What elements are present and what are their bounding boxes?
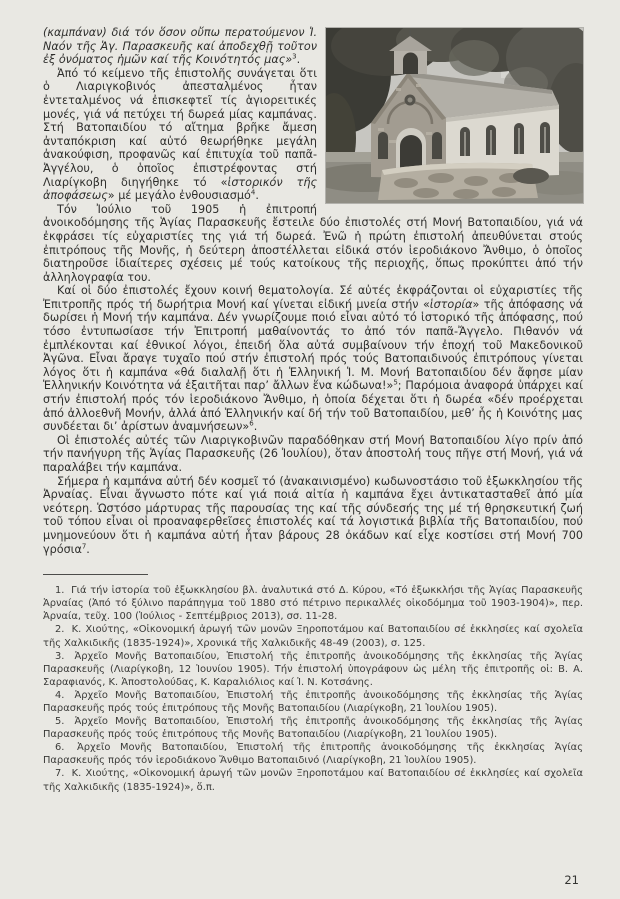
footnote-number: 1. <box>55 585 65 597</box>
footnote-item <box>43 650 583 689</box>
paragraph: Ἀπό τό κείμενο τῆς ἐπιστολῆς συνάγεται ὅτι ὁ Λιαριγκοβινός ἀπεσταλμένος ἦταν ἐντεταλμένος νά ἐπισκεφτεῖ τίς ἁγιορειτικές μονές, γιά νά πετύχει τή δωρεά μίας καμπάνας. Στή Βατοπαιδίου τό αἴτημα βρῆκε ἄμεση ἀνταπόκριση καί αὐτό θεωρήθηκε μεγάλη ἀνακούφιση, προφανῶς καί ἐπιτυχία τοῦ παπᾶ-Ἀγγέλου, ὁ ὁποῖος ἐπιστρέφοντας στή Λιαρίγκοβη διηγήθηκε τό «ἱστορικόν τῆς ἀποφάσεως» μέ μεγάλο ἐνθουσιασμό$^4$. <box>43 66 318 203</box>
footnote-text: Ἀρχεῖο Μονῆς Βατοπαιδίου, Ἐπιστολή τῆς ἐπιτροπῆς ἀνοικοδόμησης τῆς ἐκκλησίας τῆς Ἁγίας Παρασκευῆς πρός τούς ἐπιτρόπους τῆς Μονῆς Βατοπαιδίου (Λιαρίγκοβη, 21 Ἰουλίου 1905). <box>43 716 583 741</box>
paragraph: Οἱ ἐπιστολές αὐτές τῶν Λιαριγκοβινῶν παραδόθηκαν στή Μονή Βατοπαιδίου λίγο πρίν ἀπό τήν πανήγυρη τῆς Ἁγίας Παρασκευῆς (26 Ἰουλίου), ὅταν ἀποστολή τους πῆγε στή Μονή, γιά νά παραλάβει τήν καμπάνα. <box>43 433 583 474</box>
footnote-text: Ἀρχεῖο Μονῆς Βατοπαιδίου, Ἐπιστολή τῆς ἐπιτροπῆς ἀνοικοδόμησης τῆς ἐκκλησίας τῆς Ἁγίας Παρασκευῆς (Λιαρίγκοβη, 12 Ἰουνίου 1905). Τήν ἐπιστολή ὑπογράφουν ὡς μέλη τῆς ἐπιτροπῆς οἱ: Β. Α. Σαραφιανός, Κ. Ἀποστολούδας, Κ. Καραλιόλιος καί Ἰ. Ν. Κοτσάνης. <box>43 650 583 688</box>
footnote-text: Ἀρχεῖο Μονῆς Βατοπαιδίου, Ἐπιστολή τῆς ἐπιτροπῆς ἀνοικοδόμησης τῆς ἐκκλησίας τῆς Ἁγίας Παρασκευῆς πρός τούς ἐπιτρόπους τῆς Μονῆς Βατοπαιδίου (Λιαρίγκοβη, 21 Ἰουλίου 1905). <box>43 689 583 714</box>
footnote-number: 4. <box>55 689 65 701</box>
footnote-text: Κ. Χιούτης, «Οἰκονομική ἀρωγή τῶν μονῶν Ξηροποτάμου καί Βατοπαιδίου σέ ἐκκλησίες καί σχολεῖα τῆς Χαλκιδικῆς (1835-1924)», Χρονικά τῆς Χαλκιδικῆς 48-49 (2003), σ. 125. <box>43 624 583 649</box>
paragraph: Τόν Ἰούλιο τοῦ 1905 ἡ ἐπιτροπή ἀνοικοδόμησης τῆς Ἁγίας Παρασκευῆς ἔστειλε δύο ἐπιστολές στή Μονή Βατοπαιδίου, γιά νά ἐκφράσει τίς εὐχαριστίες της γιά τή δωρεά. Ἐνῶ ἡ πρώτη ἐπιστολή ἀπευθύνεται στούς ἐπιτρόπους τῆς Μονῆς, ἡ δεύτερη ἀποστέλλεται εἰδικά στόν ἱεροδιάκονο Ἄνθιμο, ὁ ὁποῖος διατηροῦσε ἰδιαίτερες σχέσεις μέ τούς κατοίκους τῆς περιοχῆς, ὅπως προκύπτει ἀπό τήν ἀλληλογραφία του. <box>43 202 583 284</box>
paragraph: Καί οἱ δύο ἐπιστολές ἔχουν κοινή θεματολογία. Σέ αὐτές ἐκφράζονται οἱ εὐχαριστίες τῆς Ἐπιτροπῆς πρός τή δωρήτρια Μονή καί γίνεται εἰδική μνεία στήν «ἱστορία» τῆς ἀπόφασης νά δωρίσει ἡ Μονή τήν καμπάνα. Δέν γνωρίζουμε ποιό εἶναι αὐτό τό ἱστορικό τῆς ἀπόφασης, πού τόσο ἐντυπωσίασε τήν Ἐπιτροπή μαθαίνοντάς το ἀπό τόν παπᾶ-Ἄγγελο. Πιθανόν νά ἐμπλέκονται καί ἐθνικοί λόγοι, ἐπειδή ὅλα αὐτά συμβαίνουν τήν ἐποχή τοῦ Μακεδονικοῦ Ἀγῶνα. Εἶναι ἄραγε τυχαῖο πού στήν ἐπιστολή πρός τούς Βατοπαιδινούς ἐπιτρόπους γίνεται λόγος ὅτι ἡ καμπάνα «θά διαλαλῇ ὅτι ἡ Ἑλληνική Ἱ. Μ. Μονή Βατοπαιδίου δέν ἄφησε μίαν Ἑλληνικήν Κοινότητα νά ἐξαιτῆται παρ’ ἄλλων ἕνα κώδωνα!»$^5$; Παρόμοια ἀναφορά ὑπάρχει καί στήν ἐπιστολή πρός τόν ἱεροδιάκονο Ἄνθιμο, ἡ ὁποία δέχεται ὅτι ἡ δωρέα «δέν προέρχεται ἀπό ἀλλοεθνῆ Μονήν, ἀλλά ἀπό Ἑλληνικήν καί δή τήν τοῦ Βατοπαιδίου, μεθ’ ἧς ἡ Κοινότης μας συνδέεται δι’ ἀρίστων ἀναμνήσεων»$^6$. <box>43 284 583 434</box>
footnote-number: 5. <box>55 716 65 728</box>
page-content <box>43 26 583 794</box>
footnote-item <box>43 623 583 649</box>
footnote-item <box>43 767 583 793</box>
church-photo-illustration <box>326 28 583 203</box>
footnote-item <box>43 584 583 623</box>
footnote-number: 7. <box>55 768 65 780</box>
footnote-text: Γιά τήν ἱστορία τοῦ ἐξωκκλησίου βλ. ἀναλυτικά στό Δ. Κύρου, «Τό ἐξωκκλήσι τῆς Ἁγίας Παρασκευῆς Ἀρναίας (Ἀπό τό ξύλινο παράπηγμα τοῦ 1880 στό πέτρινο περικαλλές οἰκοδόμημα τοῦ 1903-1904)», περ. Ἀρναία, τεῦχ. 100 (Ἰούλιος - Σεπτέμβριος 2013), σσ. 11-28. <box>43 585 583 623</box>
footnote-item <box>43 689 583 715</box>
footnote-item <box>43 715 583 741</box>
footnote-item <box>43 741 583 767</box>
paragraph: (καμπάναν) διά τόν ὅσον οὔπω περατούμενον Ἱ. Ναόν τῆς Ἁγ. Παρασκευῆς καί ἀποδεχθῇ τοῦτον ἐξ ὀνόματος ἡμῶν καί τῆς Κοινότητός μας»$^3$. <box>43 26 317 67</box>
footnotes <box>43 584 583 794</box>
footnote-text: Ἀρχεῖο Μονῆς Βατοπαιδίου, Ἐπιστολή τῆς ἐπιτροπῆς ἀνοικοδόμησης τῆς ἐκκλησίας Ἁγίας Παρασκευῆς πρός τόν ἱεροδιάκονο Ἄνθιμο Βατοπαιδινό (Λιαρίγκοβη, 21 Ἰουλίου 1905). <box>43 742 583 767</box>
footnote-number: 6. <box>55 742 65 754</box>
page-number: 21 <box>564 873 579 887</box>
footnote-number: 2. <box>55 624 65 636</box>
article-body <box>43 26 583 556</box>
footnote-separator <box>43 574 148 575</box>
stone-wall <box>378 163 549 200</box>
footnote-number: 3. <box>55 650 65 662</box>
church-photograph <box>326 28 583 203</box>
paragraph: Σήμερα ἡ καμπάνα αὐτή δέν κοσμεῖ τό (ἀνακαινισμένο) κωδωνοστάσιο τοῦ ἐξωκκλησίου τῆς Ἀρναίας. Εἶναι ἄγνωστο πότε καί γιά ποιά αἰτία ἡ καμπάνα ἔχει ἀντικατασταθεῖ ἀπό μία νεότερη. Ὡστόσο μάρτυρας τῆς παρουσίας της καί τῆς σύνδεσής της μέ τή θρησκευτική ζωή τοῦ τόπου εἶναι οἱ προαναφερθεῖσες ἐπιστολές καί τά λογιστικά βιβλία τῆς Βατοπαιδίου, πού μνημονεύουν ὅτι ἡ καμπάνα αὐτή ἦταν βάρους 28 ὀκάδων καί εἶχε κοστίσει στή Μονή 700 γρόσια$^7$. <box>43 474 583 556</box>
footnote-text: Κ. Χιούτης, «Οἰκονομική ἀρωγή τῶν μονῶν Ξηροποτάμου καί Βατοπαιδίου σέ ἐκκλησίες καί σχολεῖα τῆς Χαλκιδικῆς (1835-1924)», ὅ.π. <box>43 768 583 793</box>
